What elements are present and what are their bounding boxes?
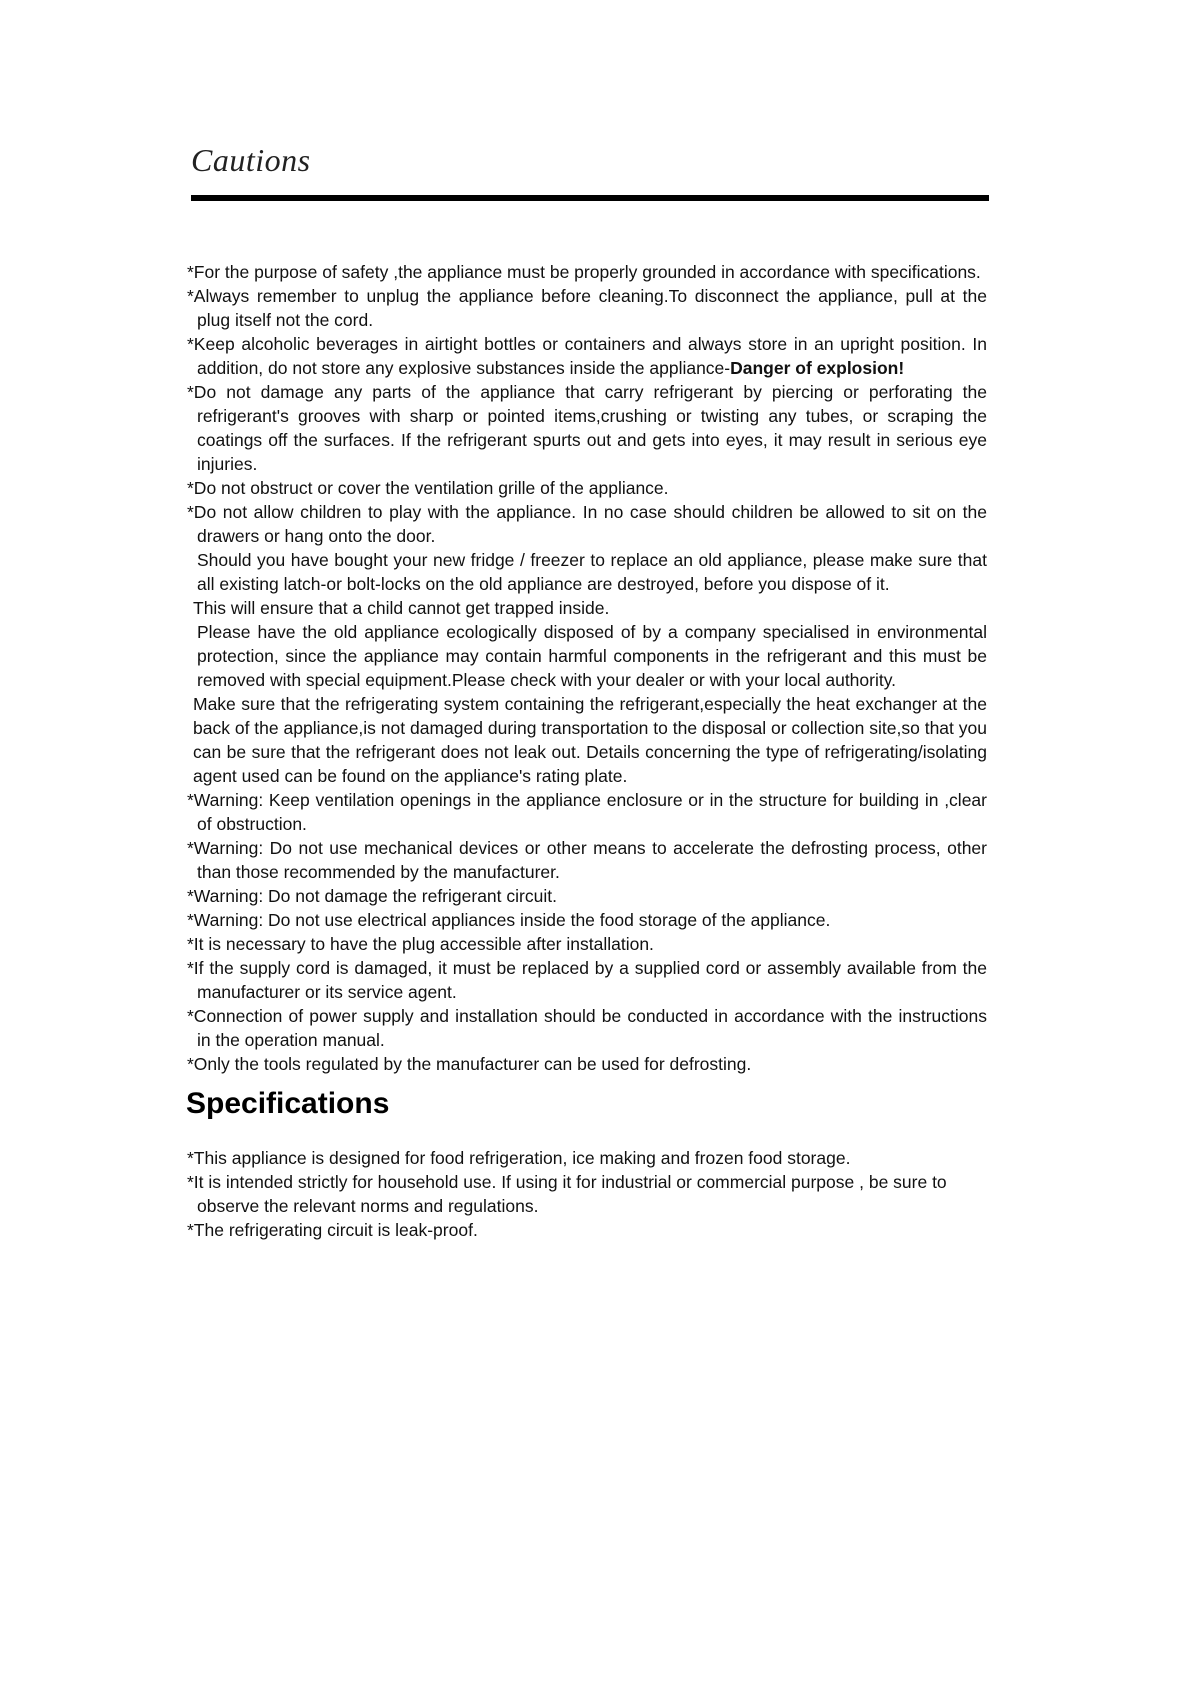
header-rule: [191, 195, 989, 201]
caution-disposal: Please have the old appliance ecologically disposed of by a company specialised in environmental protection, since the appliance may contain harmful components in the refrigerant and this must be removed with special equipment.Please check with your dealer or with your local authority.: [197, 622, 987, 690]
caution-grounding: *For the purpose of safety ,the appliance must be properly grounded in accordance with specifications.: [187, 262, 981, 282]
caution-ventilation-grille: *Do not obstruct or cover the ventilation grille of the appliance.: [187, 478, 669, 498]
caution-old-appliance-locks: Should you have bought your new fridge / freezer to replace an old appliance, please make sure that all existing latch-or bolt-locks on the old appliance are destroyed, before you dispose of it.: [197, 550, 987, 594]
warning-refrigerant-circuit: *Warning: Do not damage the refrigerant circuit.: [187, 886, 557, 906]
specifications-list: [187, 1146, 987, 1242]
spec-household-use: *It is intended strictly for household use. If using it for industrial or commercial purpose , be sure to observe the relevant norms and regulations.: [187, 1172, 947, 1216]
spec-leak-proof: *The refrigerating circuit is leak-proof.: [187, 1220, 478, 1240]
warning-defrosting: *Warning: Do not use mechanical devices or other means to accelerate the defrosting process, other than those recommended by the manufacturer.: [187, 838, 987, 882]
page-header-title: Cautions: [191, 142, 311, 178]
warning-ventilation: *Warning: Keep ventilation openings in the appliance enclosure or in the structure for building in ,clear of obstruction.: [187, 790, 987, 834]
document-body: [187, 260, 987, 1242]
warning-electrical-appliances: *Warning: Do not use electrical appliances inside the food storage of the appliance.: [187, 910, 831, 930]
caution-children: *Do not allow children to play with the appliance. In no case should children be allowed to sit on the drawers or hang onto the door.: [187, 502, 987, 546]
cautions-list: [187, 260, 987, 1076]
caution-refrigerant-parts: *Do not damage any parts of the appliance that carry refrigerant by piercing or perforating the refrigerant's grooves with sharp or pointed items,crushing or twisting any tubes, or scraping the coatings off the surfaces. If the refrigerant spurts out and gets into eyes, it may result in serious eye injuries.: [187, 382, 987, 474]
caution-unplug: *Always remember to unplug the appliance before cleaning.To disconnect the appliance, pull at the plug itself not the cord.: [187, 286, 987, 330]
caution-alcohol: [187, 332, 987, 380]
caution-refrigerating-system: Make sure that the refrigerating system containing the refrigerant,especially the heat exchanger at the back of the appliance,is not damaged during transportation to the disposal or collection site,so that you can be sure that the refrigerant does not leak out. Details concerning the type of refrigerating/isolating agent used can be found on the appliance's rating plate.: [193, 694, 987, 786]
danger-warning: Danger of explosion!: [730, 358, 905, 378]
caution-child-trapped: This will ensure that a child cannot get trapped inside.: [193, 598, 610, 618]
spec-purpose: *This appliance is designed for food refrigeration, ice making and frozen food storage.: [187, 1148, 851, 1168]
caution-supply-cord: *If the supply cord is damaged, it must be replaced by a supplied cord or assembly available from the manufacturer or its service agent.: [187, 958, 987, 1002]
caution-defrost-tools: *Only the tools regulated by the manufacturer can be used for defrosting.: [187, 1054, 752, 1074]
caution-plug-accessible: *It is necessary to have the plug accessible after installation.: [187, 934, 654, 954]
caution-power-connection: *Connection of power supply and installation should be conducted in accordance with the instructions in the operation manual.: [187, 1006, 987, 1050]
caution-alcohol-text: *Keep alcoholic beverages in airtight bottles or containers and always store in an upright position. In addition, do not store any explosive substances inside the appliance-: [187, 334, 987, 378]
specifications-heading: Specifications: [186, 1087, 390, 1120]
